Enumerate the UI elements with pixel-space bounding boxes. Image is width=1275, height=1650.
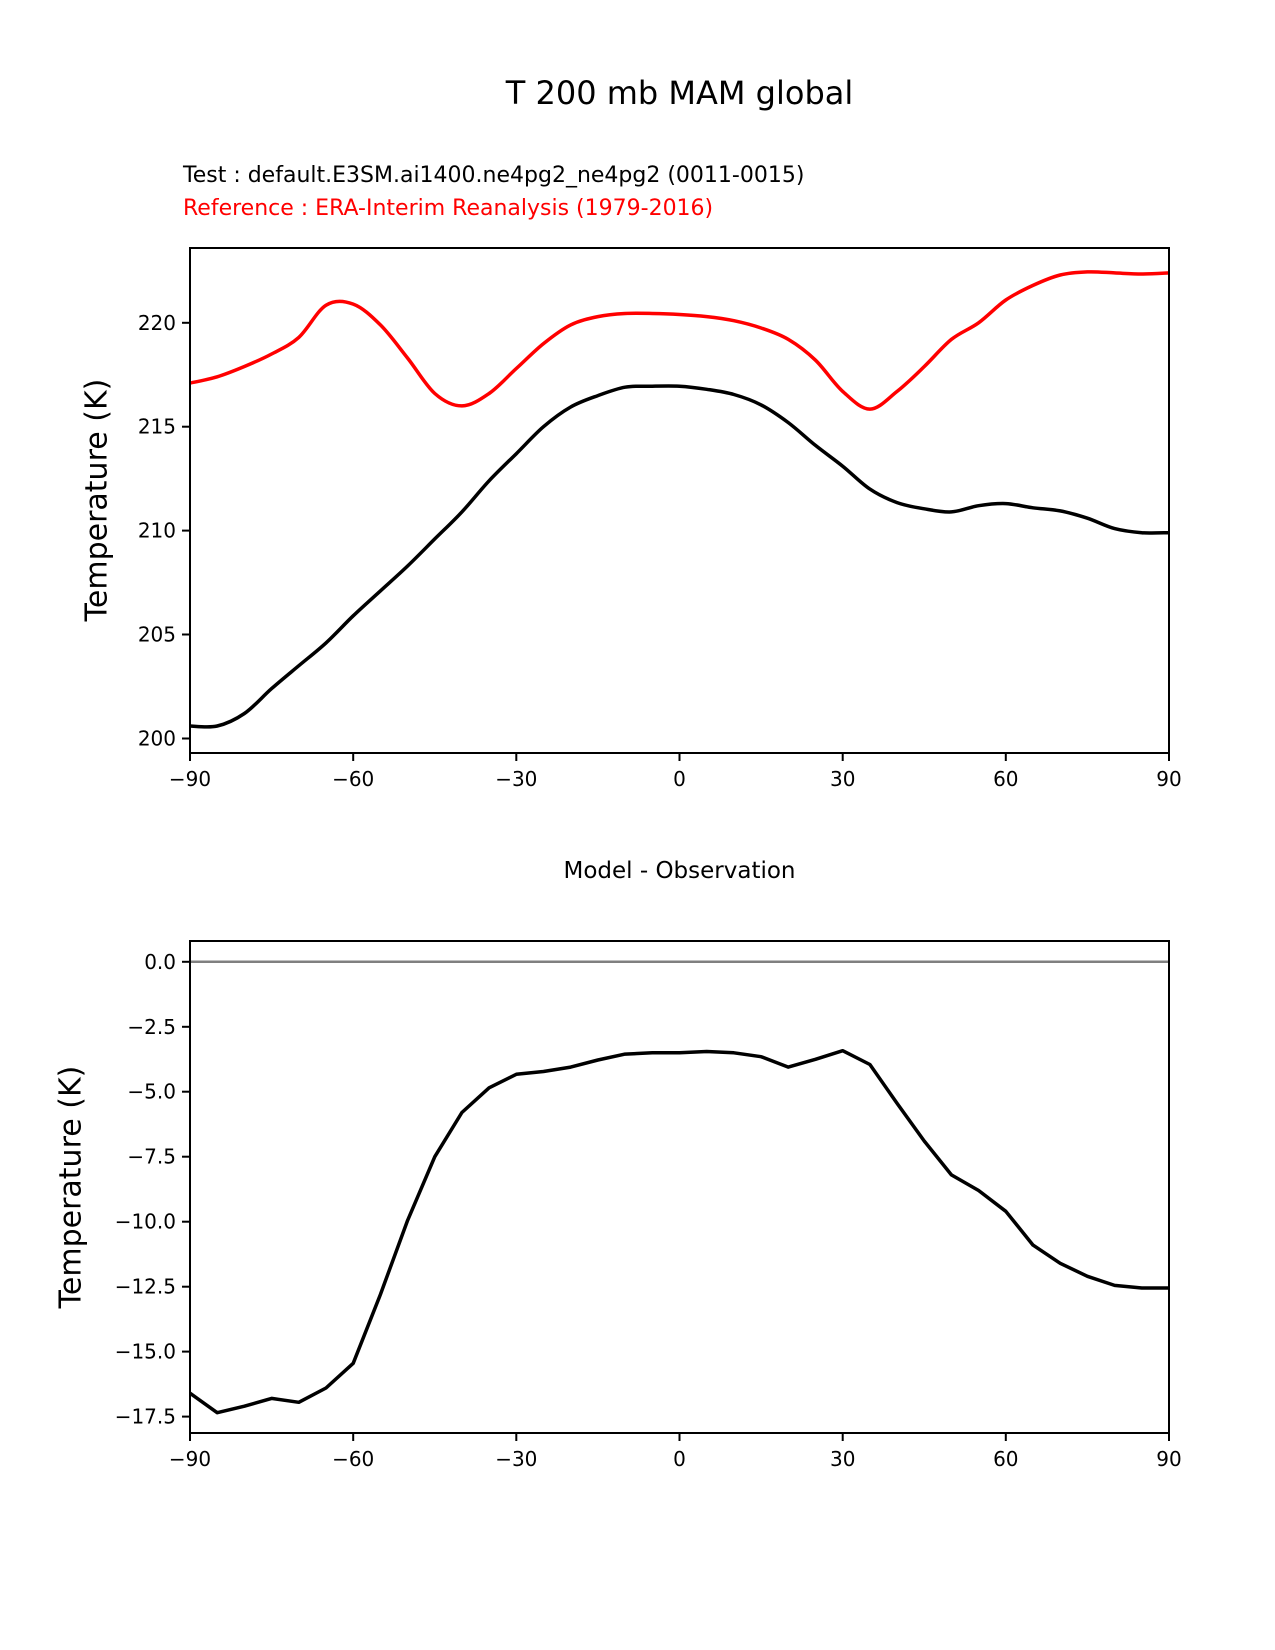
top-chart-ylabel: Temperature (K) — [79, 378, 115, 622]
difference-series-line — [190, 1051, 1169, 1413]
y-tick-label: −10.0 — [114, 1209, 176, 1234]
x-tick-label: −30 — [495, 1447, 538, 1471]
y-tick-label: 210 — [137, 518, 176, 543]
plot-border — [190, 248, 1169, 753]
test-run-label: Test : default.E3SM.ai1400.ne4pg2_ne4pg2 (0011-0015) — [183, 163, 805, 188]
y-tick-label: −5.0 — [127, 1079, 176, 1104]
bottom-chart-title: Model - Observation — [563, 858, 796, 884]
test-series-line — [190, 386, 1169, 727]
y-tick-label: 200 — [137, 726, 176, 751]
x-tick-label: −90 — [168, 1447, 212, 1471]
x-tick-label: −60 — [332, 1447, 375, 1471]
y-tick-label: −17.5 — [114, 1404, 176, 1429]
figure-title: T 200 mb MAM global — [505, 74, 854, 112]
reference-series-line — [190, 272, 1169, 409]
x-tick-label: 90 — [1156, 767, 1182, 791]
y-tick-label: −2.5 — [127, 1014, 176, 1039]
reference-run-label: Reference : ERA-Interim Reanalysis (1979-2016) — [183, 196, 714, 221]
x-tick-label: 30 — [829, 767, 856, 791]
y-tick-label: −15.0 — [114, 1339, 176, 1364]
x-tick-label: 60 — [993, 1447, 1019, 1471]
x-tick-label: 90 — [1156, 1447, 1182, 1471]
y-tick-label: 0.0 — [144, 949, 176, 974]
x-tick-label: 0 — [673, 767, 686, 791]
x-tick-label: −60 — [332, 767, 375, 791]
y-tick-label: 205 — [137, 622, 176, 647]
y-tick-label: −12.5 — [114, 1274, 176, 1299]
y-tick-label: −7.5 — [127, 1144, 176, 1169]
plot-border — [190, 941, 1169, 1433]
x-tick-label: −30 — [495, 767, 538, 791]
y-tick-label: 215 — [137, 414, 176, 439]
bottom-chart-ylabel: Temperature (K) — [53, 1065, 89, 1309]
x-tick-label: −90 — [168, 767, 212, 791]
x-tick-label: 0 — [673, 1447, 686, 1471]
y-tick-label: 220 — [137, 310, 176, 335]
x-tick-label: 30 — [829, 1447, 856, 1471]
x-tick-label: 60 — [993, 767, 1019, 791]
